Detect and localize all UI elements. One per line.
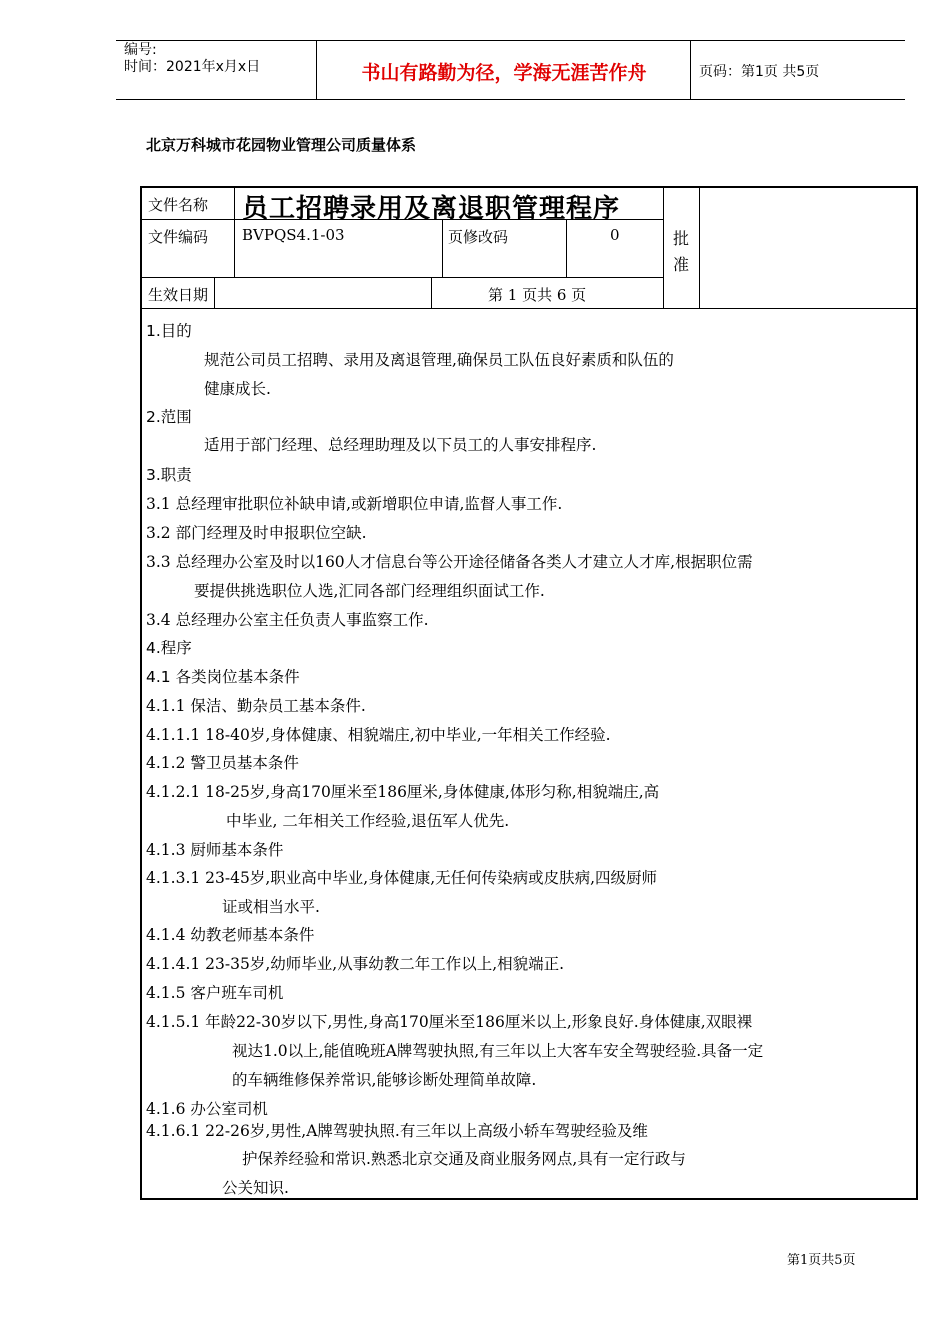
page-count: 第 1 页共 6 页 xyxy=(488,286,587,304)
approve-label xyxy=(673,226,693,278)
paragraph-line: 规范公司员工招聘、录用及离退管理,确保员工队伍良好素质和队伍的 xyxy=(204,351,674,369)
section-heading: 3.职责 xyxy=(146,466,192,484)
paragraph-line: 4.1.1 保洁、勤杂员工基本条件. xyxy=(146,697,366,715)
number-label: 编号: xyxy=(124,42,157,58)
paragraph-line: 的车辆维修保养常识,能够诊断处理简单故障. xyxy=(232,1071,537,1089)
page-footer: 第1页共5页 xyxy=(787,1253,856,1268)
document-frame xyxy=(140,186,918,1200)
paragraph-line: 护保养经验和常识.熟悉北京交通及商业服务网点,具有一定行政与 xyxy=(242,1150,686,1168)
paragraph-line: 健康成长. xyxy=(204,380,271,398)
header-divider xyxy=(690,40,691,100)
section-heading: 2.范围 xyxy=(146,408,192,426)
paragraph-line: 4.1.1.1 18-40岁,身体健康、相貌端庄,初中毕业,一年相关工作经验. xyxy=(146,726,611,744)
revision-value: 0 xyxy=(610,226,620,244)
table-rule xyxy=(142,308,918,309)
header-page-number: 页码：第1页 共5页 xyxy=(699,64,820,80)
header-divider xyxy=(316,40,317,100)
paragraph-line: 适用于部门经理、总经理助理及以下员工的人事安排程序. xyxy=(204,436,597,454)
page-header xyxy=(116,40,905,100)
company-title: 北京万科城市花园物业管理公司质量体系 xyxy=(146,136,417,154)
paragraph-line: 3.3 总经理办公室及时以160人才信息台等公开途径储备各类人才建立人才库,根据职位需 xyxy=(146,553,753,571)
paragraph-line: 公关知识. xyxy=(222,1179,289,1197)
header-meta xyxy=(124,42,260,76)
paragraph-line: 3.4 总经理办公室主任负责人事监察工作. xyxy=(146,611,429,629)
table-rule xyxy=(214,277,215,308)
effective-date-label: 生效日期 xyxy=(148,286,209,304)
paragraph-line: 4.1.2.1 18-25岁,身高170厘米至186厘米,身体健康,体形匀称,相貌端庄,高 xyxy=(146,783,660,801)
header-bottom-rule xyxy=(116,99,905,100)
approve-char: 批 xyxy=(673,229,690,248)
section-heading: 4.程序 xyxy=(146,639,192,657)
revision-label: 页修改码 xyxy=(448,228,509,246)
file-code: BVPQS4.1-03 xyxy=(242,226,345,244)
paragraph-line: 中毕业, 二年相关工作经验,退伍军人优先. xyxy=(226,812,510,830)
table-rule xyxy=(442,219,443,277)
header-top-rule xyxy=(116,40,905,41)
paragraph-line: 视达1.0以上,能值晚班A牌驾驶执照,有三年以上大客车安全驾驶经验.具备一定 xyxy=(232,1042,764,1060)
paragraph-line: 4.1.2 警卫员基本条件 xyxy=(146,754,299,772)
paragraph-line: 4.1.3.1 23-45岁,职业高中毕业,身体健康,无任何传染病或皮肤病,四级厨师 xyxy=(146,869,658,887)
paragraph-line: 4.1.4.1 23-35岁,幼师毕业,从事幼教二年工作以上,相貌端正. xyxy=(146,955,565,973)
paragraph-line: 4.1.6 办公室司机 xyxy=(146,1100,268,1118)
table-rule xyxy=(234,188,235,277)
table-rule xyxy=(566,219,567,277)
paragraph-line: 证或相当水平. xyxy=(222,898,320,916)
paragraph-line: 3.2 部门经理及时申报职位空缺. xyxy=(146,524,367,542)
table-rule xyxy=(699,188,700,308)
paragraph-line: 要提供挑选职位人选,汇同各部门经理组织面试工作. xyxy=(194,582,545,600)
approve-char: 准 xyxy=(673,255,690,274)
table-rule xyxy=(431,277,432,308)
section-heading: 1.目的 xyxy=(146,322,192,340)
paragraph-line: 4.1.6.1 22-26岁,男性,A牌驾驶执照.有三年以上高级小轿车驾驶经验及维 xyxy=(146,1122,648,1140)
paragraph-line: 4.1.4 幼教老师基本条件 xyxy=(146,926,315,944)
paragraph-line: 4.1.5.1 年龄22-30岁以下,男性,身高170厘米至186厘米以上,形象良好.身体健康,双眼裸 xyxy=(146,1013,753,1031)
motto: 书山有路勤为径，学海无涯苦作舟 xyxy=(361,62,647,84)
section-heading: 4.1 各类岗位基本条件 xyxy=(146,668,300,686)
paragraph-line: 3.1 总经理审批职位补缺申请,或新增职位申请,监督人事工作. xyxy=(146,495,563,513)
file-code-label: 文件编码 xyxy=(148,228,209,246)
paragraph-line: 4.1.5 客户班车司机 xyxy=(146,984,284,1002)
file-name-label: 文件名称 xyxy=(148,196,209,214)
table-rule xyxy=(663,188,664,308)
document-title: 员工招聘录用及离退职管理程序 xyxy=(242,194,621,224)
time-label: 时间：2021年x月x日 xyxy=(124,59,261,75)
paragraph-line: 4.1.3 厨师基本条件 xyxy=(146,841,284,859)
table-rule xyxy=(142,277,663,278)
